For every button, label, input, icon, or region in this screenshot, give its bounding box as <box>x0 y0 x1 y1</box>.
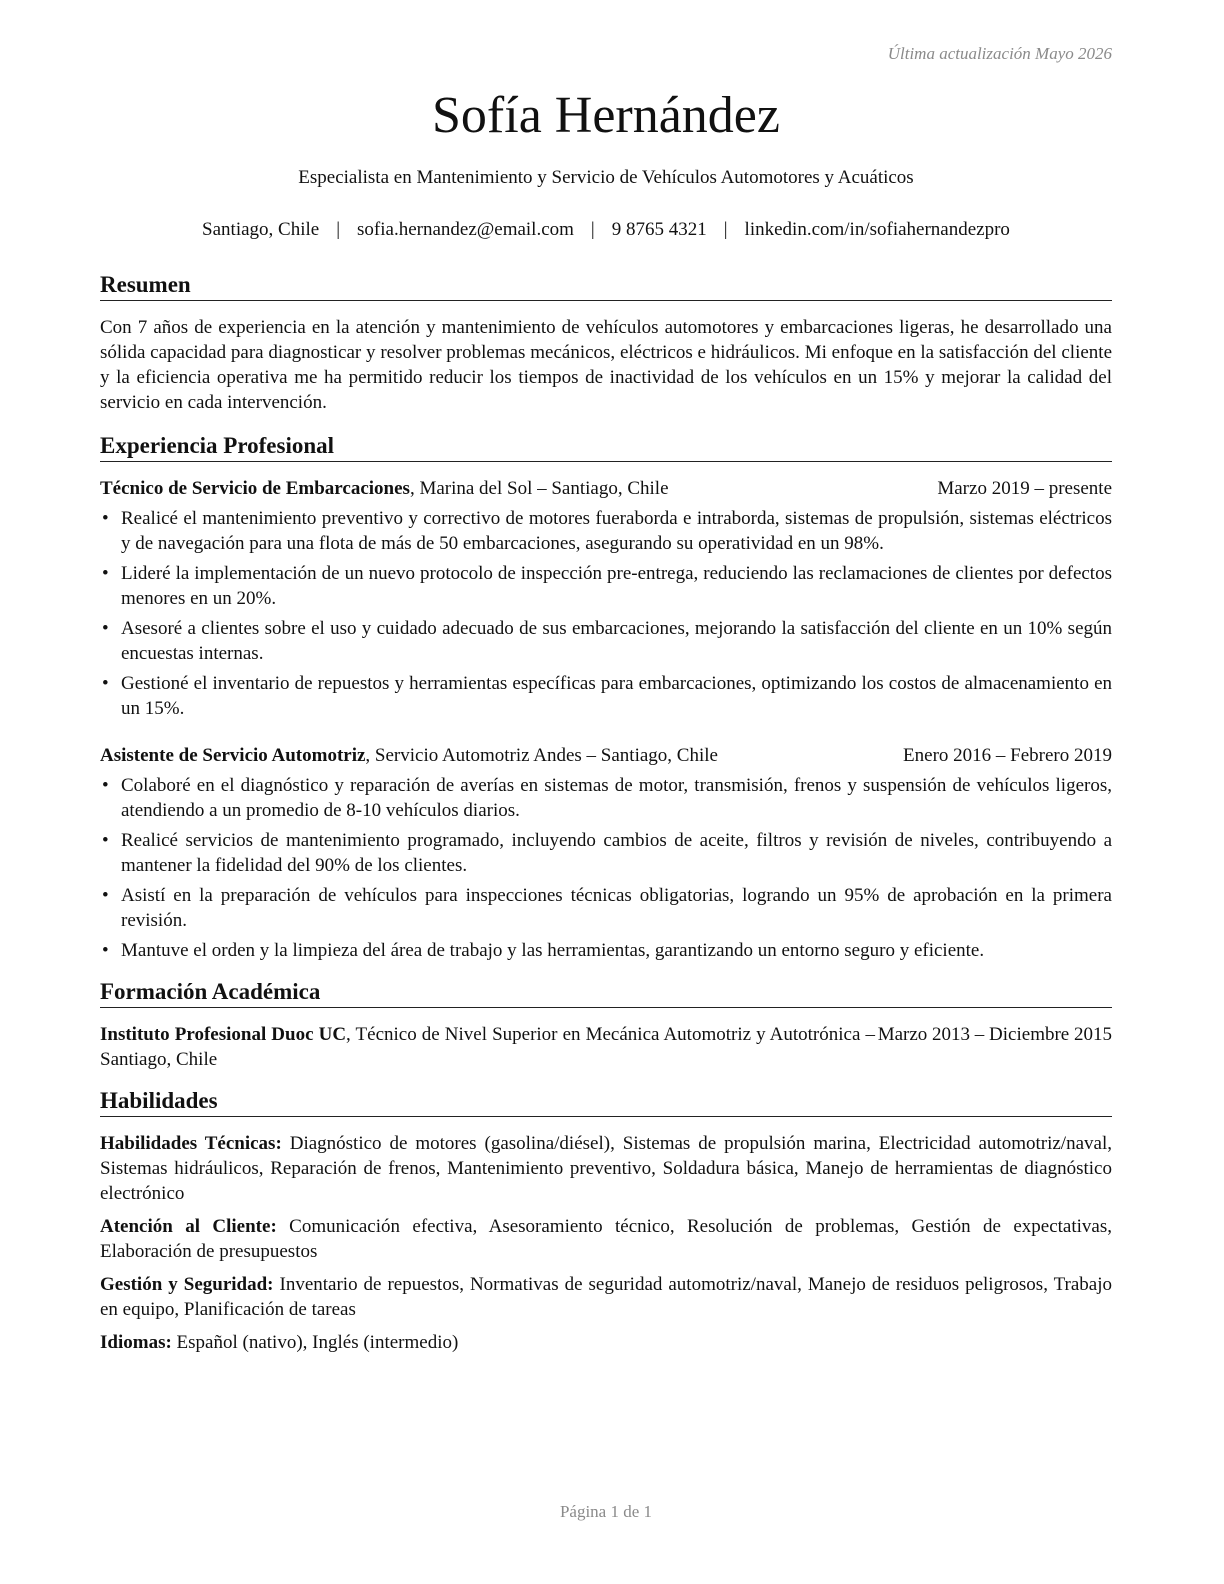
experience-heading: Experiencia Profesional <box>100 431 1112 462</box>
contact-separator: | <box>590 219 595 240</box>
summary-text: Con 7 años de experiencia en la atención y mantenimiento de vehículos automotores y embarcaciones ligeras, he desarrollado una sólida capacidad para diagnosticar y resolver problemas mecánicos, eléctricos e hidráulicos. Mi enfoque en la satisfacción del cliente y la eficiencia operativa me ha permitido reducir los tiempos de inactividad de los vehículos en un 15% y mejorar la calidad del servicio en cada intervención. <box>100 317 1112 413</box>
bullet-text: Asistí en la preparación de vehículos para inspecciones técnicas obligatorias, logrando un 95% de aprobación en la primera revisión. <box>121 885 1112 931</box>
bullet-text: Asesoré a clientes sobre el uso y cuidado adecuado de sus embarcaciones, mejorando la satisfacción del cliente en un 10% según encuestas internas. <box>121 618 1112 664</box>
skill-text: Diagnóstico de motores (gasolina/diésel), Sistemas de propulsión marina, Electricidad automotriz/naval, Sistemas hidráulicos, Reparación de frenos, Mantenimiento preventivo, Soldadura básica, Manejo de herramientas de diagnóstico electrónico <box>100 1133 1112 1204</box>
contact-phone: 9 8765 4321 <box>611 219 707 240</box>
skill-text: Comunicación efectiva, Asesoramiento técnico, Resolución de problemas, Gestión de expectativas, Elaboración de presupuestos <box>100 1216 1112 1262</box>
skills-heading: Habilidades <box>100 1086 1112 1117</box>
bullet-item <box>100 883 1112 933</box>
education-section <box>100 977 1112 1072</box>
contact-location: Santiago, Chile <box>202 219 320 240</box>
skill-text: Inventario de repuestos, Normativas de seguridad automotriz/naval, Manejo de residuos peligrosos, Trabajo en equipo, Planificación de tareas <box>100 1274 1112 1320</box>
job-role: Asistente de Servicio Automotriz <box>100 745 366 766</box>
bullet-text: Gestioné el inventario de repuestos y herramientas específicas para embarcaciones, optimizando los costos de almacenamiento en un 15%. <box>121 673 1112 719</box>
bullet-icon: • <box>102 940 109 961</box>
bullet-item <box>100 773 1112 823</box>
resume-page <box>100 0 1112 1584</box>
job-header <box>100 476 1112 501</box>
last-updated: Última actualización Mayo 2026 <box>887 44 1112 63</box>
skill-label: Habilidades Técnicas: <box>100 1133 282 1154</box>
bullet-text: Realicé el mantenimiento preventivo y correctivo de motores fueraborda e intraborda, sistemas de propulsión, sistemas eléctricos y de navegación para una flota de más de 50 embarcaciones, asegurando su operatividad en un 98%. <box>121 508 1112 554</box>
bullet-item <box>100 671 1112 721</box>
contact-email[interactable]: sofia.hernandez@email.com <box>357 219 574 240</box>
bullet-text: Realicé servicios de mantenimiento programado, incluyendo cambios de aceite, filtros y revisión de niveles, contribuyendo a mantener la fidelidad del 90% de los clientes. <box>121 830 1112 876</box>
bullet-text: Mantuve el orden y la limpieza del área de trabajo y las herramientas, garantizando un entorno seguro y eficiente. <box>121 940 985 961</box>
skill-group <box>100 1214 1112 1264</box>
person-name: Sofía Hernández <box>432 87 780 144</box>
education-degree: , Técnico de Nivel Superior en Mecánica Automotriz y Autotrónica – Santiago, Chile <box>100 1024 875 1070</box>
job-header <box>100 743 1112 768</box>
contact-line <box>100 219 1112 241</box>
summary-heading: Resumen <box>100 270 1112 301</box>
skill-label: Atención al Cliente: <box>100 1216 277 1237</box>
skill-label: Gestión y Seguridad: <box>100 1274 274 1295</box>
page-number: Página 1 de 1 <box>559 1502 653 1521</box>
job-bullets <box>100 506 1112 721</box>
tagline: Especialista en Mantenimiento y Servicio de Vehículos Automotores y Acuáticos <box>298 167 914 188</box>
bullet-icon: • <box>102 563 109 584</box>
contact-separator: | <box>723 219 728 240</box>
bullet-item <box>100 828 1112 878</box>
bullet-icon: • <box>102 885 109 906</box>
job-dates: Marzo 2019 – presente <box>937 478 1112 499</box>
job-title-line <box>100 476 669 501</box>
bullet-item <box>100 938 1112 963</box>
bullet-icon: • <box>102 673 109 694</box>
bullet-item <box>100 561 1112 611</box>
education-heading: Formación Académica <box>100 977 1112 1008</box>
skill-group <box>100 1272 1112 1322</box>
job-entry <box>100 476 1112 721</box>
skill-text: Español (nativo), Inglés (intermedio) <box>171 1332 459 1353</box>
job-entry <box>100 743 1112 963</box>
skills-section <box>100 1086 1112 1355</box>
bullet-icon: • <box>102 508 109 529</box>
bullet-icon: • <box>102 618 109 639</box>
education-dates: Marzo 2013 – Diciembre 2015 <box>877 1024 1112 1045</box>
bullet-text: Colaboré en el diagnóstico y reparación de averías en sistemas de motor, transmisión, frenos y suspensión de vehículos ligeros, atendiendo a un promedio de 8-10 vehículos diarios. <box>121 775 1112 821</box>
resume-content <box>100 270 1112 1355</box>
contact-linkedin[interactable]: linkedin.com/in/sofiahernandezpro <box>744 219 1010 240</box>
job-role: Técnico de Servicio de Embarcaciones <box>100 478 410 499</box>
education-institution: Instituto Profesional Duoc UC <box>100 1024 347 1045</box>
job-dates: Enero 2016 – Febrero 2019 <box>903 745 1112 766</box>
job-title-line <box>100 743 718 768</box>
bullet-text: Lideré la implementación de un nuevo protocolo de inspección pre-entrega, reduciendo las reclamaciones de clientes por defectos menores en un 20%. <box>121 563 1112 609</box>
job-company: , Servicio Automotriz Andes – Santiago, Chile <box>365 745 718 766</box>
contact-separator: | <box>336 219 341 240</box>
bullet-item <box>100 616 1112 666</box>
skill-group <box>100 1131 1112 1206</box>
job-company: , Marina del Sol – Santiago, Chile <box>409 478 669 499</box>
skill-group <box>100 1330 1112 1355</box>
bullet-icon: • <box>102 830 109 851</box>
bullet-item <box>100 506 1112 556</box>
education-detail <box>100 1022 875 1072</box>
bullet-icon: • <box>102 775 109 796</box>
skill-label: Idiomas: <box>100 1332 172 1353</box>
education-entry <box>100 1022 1112 1072</box>
job-bullets <box>100 773 1112 963</box>
